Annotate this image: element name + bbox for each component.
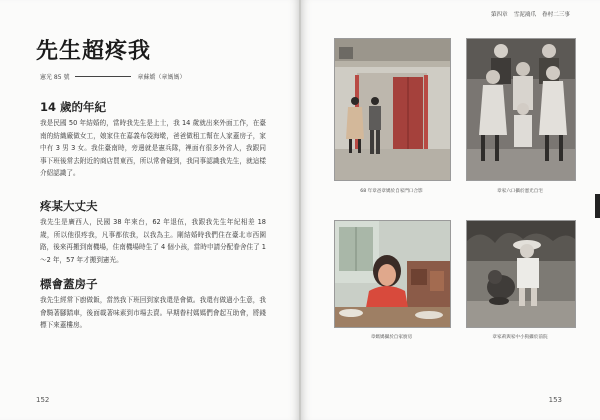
photo-kitchen-image (335, 221, 450, 327)
section-body: 我先生是廣西人，民國 38 年來台，62 年退伍，我跟我先生年紀相差 18 歲，所以他很疼我，凡事都依我，以我為主。剛結婚時我們住在臺北市西園路，後來再搬到南機場，住南機場時生了 4 個小孩，當時申請分配眷舍住了 1～2 年，57 年才搬到憲光。 (40, 218, 266, 264)
photo-couple-doorway (334, 38, 451, 181)
right-page (301, 0, 600, 420)
photo-caption: 68 年章爸章媽於自家門口合影 (360, 189, 423, 194)
page-edge-tab (595, 194, 600, 218)
photo-family-image (467, 39, 575, 180)
byline-address: 憲光 85 號 (40, 74, 70, 81)
section-body: 我先生經常下廚做飯，當然我下班回到家我還是會做。我還有做過小生意，我會騎著腳踏車，後面載著味素到市場去賣。早期眷村媽媽們會起互助會，將錢標下來蓋樓房。 (40, 296, 266, 330)
photo-couple-doorway-image (335, 39, 450, 180)
byline-rule (75, 76, 131, 77)
left-page (0, 0, 299, 420)
photo-kitchen (334, 220, 451, 328)
photo-caption: 章家莉與家中小狗攝於前院 (492, 335, 548, 340)
header-subsection: 眷村二三事 (542, 12, 570, 18)
page-number: 153 (548, 396, 562, 404)
section-heading: 14 歲的年紀 (40, 100, 107, 114)
section-heading: 疼某大丈夫 (40, 199, 98, 213)
running-header (491, 10, 570, 18)
article-title: 先生超疼我 (36, 39, 152, 64)
photo-girl-dog (466, 220, 576, 328)
photo-family (466, 38, 576, 181)
photo-caption: 章家六口攝於憲光自宅 (497, 189, 543, 194)
section-heading: 標會蓋房子 (40, 277, 98, 291)
header-section: 雪泥鴻爪 (513, 12, 537, 18)
photo-caption: 章媽媽攝於自家廚房 (370, 335, 413, 340)
section-body: 我是民國 50 年結婚的，當時我先生是上士，我 14 歲就出來外面工作，在臺南的紡織廠做女工，娘家住在嘉義布袋海墘，爸爸做租工幫在人家蓋房子，家中有 3 男 3 女。我住臺南時，旁邊就是憲兵隊，裡面有很多外省人，我跟同事下班後常去附近的商店買東西，所以常會碰到，我同事認識我先生，就這樣介紹認識了。 (40, 119, 266, 178)
header-chapter: 第四章 (490, 12, 508, 18)
photo-girl-dog-image (467, 221, 575, 327)
page-number: 152 (36, 396, 50, 404)
byline-author: 章蘇嬌（章媽媽） (137, 74, 186, 81)
byline (40, 72, 185, 81)
